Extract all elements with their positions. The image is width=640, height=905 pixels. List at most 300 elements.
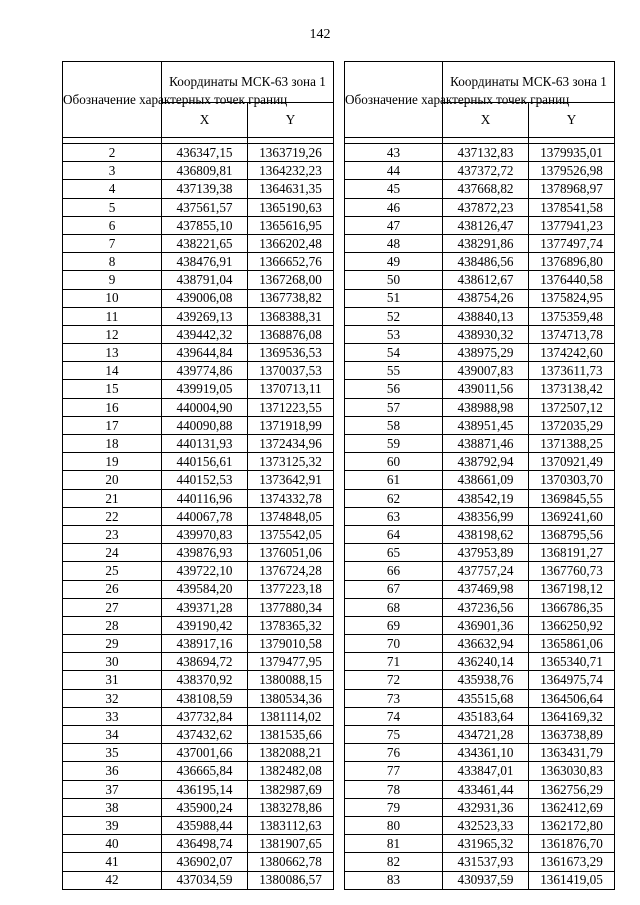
point-number-cell: 82 [345,853,443,871]
coord-x-cell: 438661,09 [443,471,529,489]
point-number-cell: 44 [345,162,443,180]
coord-y-cell: 1368795,56 [529,525,615,543]
coord-x-cell: 438951,45 [443,416,529,434]
table-row [63,216,334,234]
table-row [63,671,334,689]
coord-x-cell: 430937,59 [443,871,529,889]
header-coordinates: Координаты МСК-63 зона 1 [443,62,615,103]
coord-y-cell: 1365616,95 [248,216,334,234]
header-y: Y [529,103,615,138]
point-number-cell: 29 [63,635,162,653]
table-row [63,525,334,543]
table-row [345,180,615,198]
table-row [63,562,334,580]
table-row [63,453,334,471]
table-row [63,362,334,380]
table-row [345,798,615,816]
table-row [63,726,334,744]
table-row [345,398,615,416]
coord-x-cell: 438840,13 [443,307,529,325]
point-number-cell: 13 [63,344,162,362]
coord-x-cell: 438791,04 [162,271,248,289]
left-table-body [63,144,334,890]
table-row [345,307,615,325]
coord-y-cell: 1365340,71 [529,653,615,671]
table-row [63,162,334,180]
coord-x-cell: 438917,16 [162,635,248,653]
table-row [63,416,334,434]
point-number-cell: 56 [345,380,443,398]
coord-y-cell: 1382482,08 [248,762,334,780]
coord-x-cell: 432931,36 [443,798,529,816]
coord-x-cell: 439722,10 [162,562,248,580]
table-row [345,835,615,853]
coord-y-cell: 1367738,82 [248,289,334,307]
header-x: X [443,103,529,138]
coord-x-cell: 438108,59 [162,689,248,707]
table-row [345,344,615,362]
coord-x-cell: 437855,10 [162,216,248,234]
table-row [345,416,615,434]
table-row [63,635,334,653]
table-row [345,671,615,689]
point-number-cell: 27 [63,598,162,616]
coord-x-cell: 440116,96 [162,489,248,507]
table-row [63,325,334,343]
table-row [345,707,615,725]
right-table-body [345,144,615,890]
table-row [345,616,615,634]
coord-x-cell: 440152,53 [162,471,248,489]
coord-y-cell: 1367198,12 [529,580,615,598]
point-number-cell: 6 [63,216,162,234]
table-row [345,635,615,653]
page-number: 142 [309,27,331,42]
point-number-cell: 43 [345,144,443,162]
point-number-cell: 30 [63,653,162,671]
coord-x-cell: 438291,86 [443,234,529,252]
point-number-cell: 67 [345,580,443,598]
coord-x-cell: 438542,19 [443,489,529,507]
coord-y-cell: 1376051,06 [248,544,334,562]
table-row [345,471,615,489]
coord-x-cell: 438792,94 [443,453,529,471]
point-number-cell: 64 [345,525,443,543]
coord-x-cell: 439876,93 [162,544,248,562]
table-row [345,871,615,889]
table-row [63,380,334,398]
point-number-cell: 34 [63,726,162,744]
point-number-cell: 39 [63,816,162,834]
point-number-cell: 55 [345,362,443,380]
coord-x-cell: 437469,98 [443,580,529,598]
coord-y-cell: 1373611,73 [529,362,615,380]
coord-y-cell: 1383112,63 [248,816,334,834]
table-row [345,453,615,471]
point-number-cell: 4 [63,180,162,198]
coord-x-cell: 435900,24 [162,798,248,816]
coord-x-cell: 438694,72 [162,653,248,671]
table-row [63,798,334,816]
table-row [345,362,615,380]
coord-x-cell: 438975,29 [443,344,529,362]
point-number-cell: 22 [63,507,162,525]
table-row [63,180,334,198]
point-number-cell: 35 [63,744,162,762]
coord-y-cell: 1373642,91 [248,471,334,489]
table-row [345,853,615,871]
point-number-cell: 48 [345,234,443,252]
point-number-cell: 38 [63,798,162,816]
coord-y-cell: 1371223,55 [248,398,334,416]
point-number-cell: 37 [63,780,162,798]
coord-x-cell: 433461,44 [443,780,529,798]
coord-y-cell: 1374848,05 [248,507,334,525]
coord-x-cell: 437757,24 [443,562,529,580]
coord-x-cell: 440131,93 [162,435,248,453]
table-row [63,871,334,889]
coord-y-cell: 1369536,53 [248,344,334,362]
table-row [345,580,615,598]
point-number-cell: 33 [63,707,162,725]
table-row [345,234,615,252]
coord-y-cell: 1378365,32 [248,616,334,634]
table-row [63,707,334,725]
coord-x-cell: 439919,05 [162,380,248,398]
point-number-cell: 24 [63,544,162,562]
coord-y-cell: 1370303,70 [529,471,615,489]
table-row [345,689,615,707]
coord-y-cell: 1374242,60 [529,344,615,362]
coord-y-cell: 1369241,60 [529,507,615,525]
coord-x-cell: 437372,72 [443,162,529,180]
coord-x-cell: 439190,42 [162,616,248,634]
table-row [345,216,615,234]
point-number-cell: 79 [345,798,443,816]
table-row [345,162,615,180]
coord-x-cell: 437732,84 [162,707,248,725]
point-number-cell: 51 [345,289,443,307]
coord-y-cell: 1363431,79 [529,744,615,762]
header-y: Y [248,103,334,138]
coord-x-cell: 436665,84 [162,762,248,780]
table-row [63,853,334,871]
point-number-cell: 9 [63,271,162,289]
coord-x-cell: 437561,57 [162,198,248,216]
point-number-cell: 72 [345,671,443,689]
table-row [63,835,334,853]
table-row [63,271,334,289]
table-row [63,598,334,616]
point-number-cell: 23 [63,525,162,543]
point-number-cell: 74 [345,707,443,725]
coord-x-cell: 438476,91 [162,253,248,271]
coord-y-cell: 1365861,06 [529,635,615,653]
point-number-cell: 19 [63,453,162,471]
point-number-cell: 17 [63,416,162,434]
coord-x-cell: 437432,62 [162,726,248,744]
point-number-cell: 70 [345,635,443,653]
table-row [63,198,334,216]
coord-x-cell: 437034,59 [162,871,248,889]
coord-y-cell: 1367268,00 [248,271,334,289]
coord-x-cell: 431965,32 [443,835,529,853]
point-number-cell: 68 [345,598,443,616]
table-row [345,489,615,507]
table-row [345,435,615,453]
point-number-cell: 14 [63,362,162,380]
coord-x-cell: 438754,26 [443,289,529,307]
point-number-cell: 58 [345,416,443,434]
table-row [63,544,334,562]
coord-x-cell: 439442,32 [162,325,248,343]
coord-y-cell: 1362172,80 [529,816,615,834]
coord-x-cell: 439007,83 [443,362,529,380]
coord-x-cell: 438871,46 [443,435,529,453]
coord-y-cell: 1378541,58 [529,198,615,216]
coord-x-cell: 439269,13 [162,307,248,325]
coord-y-cell: 1363030,83 [529,762,615,780]
table-row [63,689,334,707]
coord-x-cell: 436347,15 [162,144,248,162]
coord-x-cell: 438356,99 [443,507,529,525]
table-row [345,198,615,216]
coord-y-cell: 1362412,69 [529,798,615,816]
point-number-cell: 36 [63,762,162,780]
point-number-cell: 10 [63,289,162,307]
point-number-cell: 69 [345,616,443,634]
table-row [345,780,615,798]
point-number-cell: 42 [63,871,162,889]
coord-y-cell: 1366786,35 [529,598,615,616]
coord-y-cell: 1361673,29 [529,853,615,871]
coord-y-cell: 1382088,21 [248,744,334,762]
coord-y-cell: 1361419,05 [529,871,615,889]
coord-x-cell: 437132,83 [443,144,529,162]
coordinates-table-left [62,61,334,890]
table-row [63,344,334,362]
point-number-cell: 77 [345,762,443,780]
coord-y-cell: 1379477,95 [248,653,334,671]
point-number-cell: 75 [345,726,443,744]
coord-x-cell: 436498,74 [162,835,248,853]
coord-x-cell: 436195,14 [162,780,248,798]
coord-x-cell: 434721,28 [443,726,529,744]
coord-x-cell: 440004,90 [162,398,248,416]
coord-y-cell: 1376440,58 [529,271,615,289]
header-x: X [162,103,248,138]
coord-y-cell: 1365190,63 [248,198,334,216]
coord-y-cell: 1378968,97 [529,180,615,198]
point-number-cell: 47 [345,216,443,234]
coord-y-cell: 1381907,65 [248,835,334,853]
point-number-cell: 53 [345,325,443,343]
coord-y-cell: 1364232,23 [248,162,334,180]
coord-x-cell: 438612,67 [443,271,529,289]
point-number-cell: 40 [63,835,162,853]
coord-x-cell: 437236,56 [443,598,529,616]
coord-x-cell: 432523,33 [443,816,529,834]
coord-x-cell: 439644,84 [162,344,248,362]
point-number-cell: 59 [345,435,443,453]
table-row [63,234,334,252]
point-number-cell: 31 [63,671,162,689]
header-point-column: Обозначение характерных точек границ [63,62,162,138]
coord-y-cell: 1374713,78 [529,325,615,343]
point-number-cell: 32 [63,689,162,707]
table-row [63,289,334,307]
point-number-cell: 80 [345,816,443,834]
coord-x-cell: 439774,86 [162,362,248,380]
point-number-cell: 50 [345,271,443,289]
coord-x-cell: 433847,01 [443,762,529,780]
coord-x-cell: 435938,76 [443,671,529,689]
header-coordinates: Координаты МСК-63 зона 1 [162,62,334,103]
point-number-cell: 7 [63,234,162,252]
table-row [345,144,615,162]
coord-x-cell: 436902,07 [162,853,248,871]
coord-y-cell: 1381535,66 [248,726,334,744]
point-number-cell: 18 [63,435,162,453]
coord-x-cell: 438486,56 [443,253,529,271]
coord-y-cell: 1370921,49 [529,453,615,471]
coord-y-cell: 1379526,98 [529,162,615,180]
coord-x-cell: 438370,92 [162,671,248,689]
table-row [345,289,615,307]
point-number-cell: 8 [63,253,162,271]
coord-y-cell: 1364506,64 [529,689,615,707]
point-number-cell: 81 [345,835,443,853]
coord-x-cell: 436240,14 [443,653,529,671]
coord-x-cell: 439584,20 [162,580,248,598]
coord-x-cell: 438198,62 [443,525,529,543]
coord-y-cell: 1380662,78 [248,853,334,871]
coord-y-cell: 1371388,25 [529,435,615,453]
point-number-cell: 45 [345,180,443,198]
coord-x-cell: 439011,56 [443,380,529,398]
point-number-cell: 52 [345,307,443,325]
table-row [63,780,334,798]
table-row [345,507,615,525]
coord-y-cell: 1379935,01 [529,144,615,162]
coord-y-cell: 1377497,74 [529,234,615,252]
coord-y-cell: 1375824,95 [529,289,615,307]
table-row [345,544,615,562]
table-row [63,507,334,525]
point-number-cell: 12 [63,325,162,343]
table-row [63,398,334,416]
table-row [63,307,334,325]
coord-x-cell: 435515,68 [443,689,529,707]
coord-y-cell: 1361876,70 [529,835,615,853]
point-number-cell: 25 [63,562,162,580]
table-row [63,471,334,489]
point-number-cell: 54 [345,344,443,362]
coord-y-cell: 1375542,05 [248,525,334,543]
coord-x-cell: 438988,98 [443,398,529,416]
table-row [63,616,334,634]
header-point-column: Обозначение характерных точек границ [345,62,443,138]
coord-y-cell: 1373125,32 [248,453,334,471]
coord-y-cell: 1362756,29 [529,780,615,798]
point-number-cell: 21 [63,489,162,507]
point-number-cell: 46 [345,198,443,216]
coord-y-cell: 1371918,99 [248,416,334,434]
table-row [345,744,615,762]
point-number-cell: 73 [345,689,443,707]
table-row [345,598,615,616]
coord-y-cell: 1375359,48 [529,307,615,325]
coord-y-cell: 1367760,73 [529,562,615,580]
coord-y-cell: 1373138,42 [529,380,615,398]
coord-x-cell: 440090,88 [162,416,248,434]
point-number-cell: 57 [345,398,443,416]
coord-y-cell: 1376724,28 [248,562,334,580]
point-number-cell: 3 [63,162,162,180]
coord-y-cell: 1380088,15 [248,671,334,689]
table-row [63,253,334,271]
point-number-cell: 65 [345,544,443,562]
coord-x-cell: 437139,38 [162,180,248,198]
coord-y-cell: 1377223,18 [248,580,334,598]
point-number-cell: 76 [345,744,443,762]
coord-x-cell: 438930,32 [443,325,529,343]
coord-y-cell: 1363719,26 [248,144,334,162]
coord-x-cell: 436632,94 [443,635,529,653]
coord-y-cell: 1363738,89 [529,726,615,744]
table-row [345,816,615,834]
coord-y-cell: 1369845,55 [529,489,615,507]
point-number-cell: 20 [63,471,162,489]
coord-y-cell: 1380086,57 [248,871,334,889]
coord-y-cell: 1383278,86 [248,798,334,816]
coord-x-cell: 435183,64 [443,707,529,725]
point-number-cell: 83 [345,871,443,889]
coord-y-cell: 1372434,96 [248,435,334,453]
table-row [63,816,334,834]
coordinates-table-right [344,61,615,890]
coord-x-cell: 434361,10 [443,744,529,762]
table-row [345,380,615,398]
coord-x-cell: 440067,78 [162,507,248,525]
point-number-cell: 26 [63,580,162,598]
table-row [345,271,615,289]
point-number-cell: 5 [63,198,162,216]
coord-y-cell: 1366202,48 [248,234,334,252]
point-number-cell: 28 [63,616,162,634]
table-row [63,489,334,507]
table-row [63,435,334,453]
point-number-cell: 66 [345,562,443,580]
coord-y-cell: 1364975,74 [529,671,615,689]
coord-x-cell: 439006,08 [162,289,248,307]
coord-y-cell: 1368388,31 [248,307,334,325]
point-number-cell: 60 [345,453,443,471]
point-number-cell: 15 [63,380,162,398]
table-row [63,653,334,671]
table-row [345,325,615,343]
coord-x-cell: 437872,23 [443,198,529,216]
table-row [345,525,615,543]
coord-y-cell: 1376896,80 [529,253,615,271]
table-row [63,762,334,780]
coord-x-cell: 437001,66 [162,744,248,762]
coord-x-cell: 438126,47 [443,216,529,234]
coord-y-cell: 1372507,12 [529,398,615,416]
coord-x-cell: 437668,82 [443,180,529,198]
coord-y-cell: 1374332,78 [248,489,334,507]
coord-x-cell: 440156,61 [162,453,248,471]
